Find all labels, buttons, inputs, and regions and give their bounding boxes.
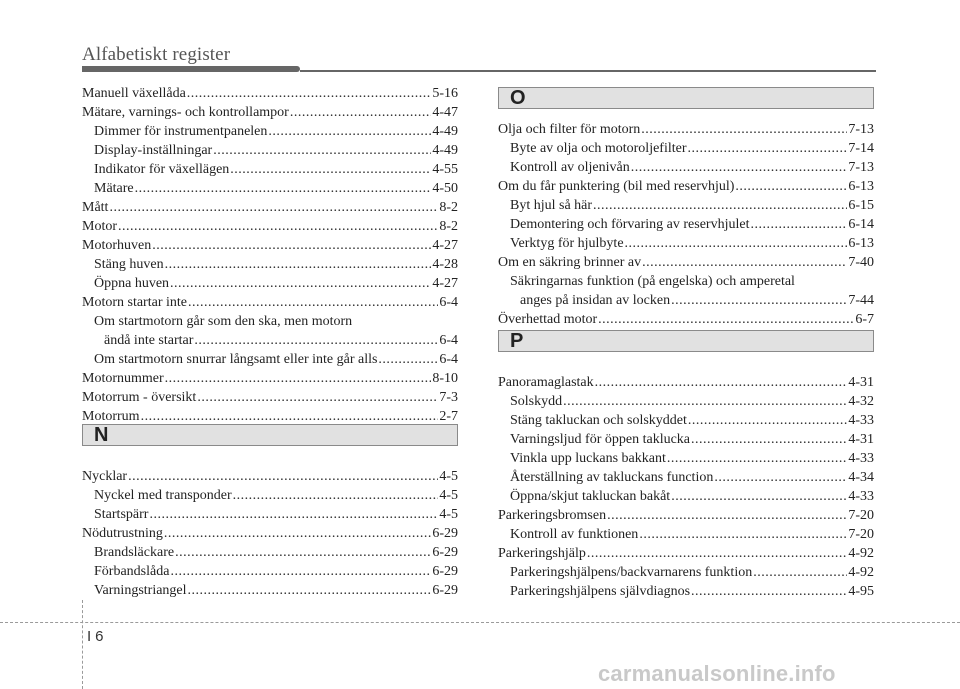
section-header-p xyxy=(498,330,874,352)
index-entry-label: Solskydd xyxy=(510,394,563,409)
index-entry-label: anges på insidan av locken xyxy=(520,293,671,308)
index-entry-page: 4-31 xyxy=(848,375,874,390)
index-entry xyxy=(498,468,874,487)
index-entry-label: Öppna huven xyxy=(94,276,170,291)
index-entry-label: Parkeringsbromsen xyxy=(498,508,607,523)
dot-leader xyxy=(631,158,848,177)
index-entry-page: 6-7 xyxy=(855,312,874,327)
index-entry-page: 6-13 xyxy=(848,179,874,194)
index-entry-label: ändå inte startar xyxy=(104,333,194,348)
index-entry-page: 7-13 xyxy=(848,122,874,137)
index-entry-label: Mått xyxy=(82,200,109,215)
index-entry xyxy=(498,253,874,272)
section-letter: O xyxy=(510,87,526,109)
index-entry xyxy=(498,506,874,525)
index-entry-label: Säkringarnas funktion (på engelska) och amperetal xyxy=(510,274,795,289)
index-entry-label: Nödutrustning xyxy=(82,526,163,541)
index-entry xyxy=(82,524,458,543)
index-entry-label: Överhettad motor xyxy=(498,312,598,327)
index-entry-page: 6-29 xyxy=(432,564,458,579)
index-entry-label: Display-inställningar xyxy=(94,143,213,158)
dot-leader xyxy=(165,369,432,388)
index-entry-page: 8-2 xyxy=(439,219,458,234)
index-entry-page: 7-40 xyxy=(848,255,874,270)
index-entry-page: 4-55 xyxy=(432,162,458,177)
index-entry-page: 4-31 xyxy=(848,432,874,447)
index-entry-label: Dimmer för instrumentpanelen xyxy=(94,124,268,139)
dot-leader xyxy=(642,253,847,272)
index-entry-page: 8-2 xyxy=(439,200,458,215)
dot-leader xyxy=(165,255,432,274)
index-entry-page: 7-3 xyxy=(439,390,458,405)
index-entry xyxy=(498,449,874,468)
dot-leader xyxy=(691,582,847,601)
dot-leader xyxy=(152,236,431,255)
footer-divider xyxy=(82,600,83,689)
dot-leader xyxy=(639,525,847,544)
index-entry-label: Mätare, varnings- och kontrollampor xyxy=(82,105,289,120)
index-entry xyxy=(82,486,458,505)
index-entry-label: Stäng huven xyxy=(94,257,164,272)
index-entry-page: 6-15 xyxy=(848,198,874,213)
index-entry-label: Förbandslåda xyxy=(94,564,170,579)
dot-leader xyxy=(149,505,438,524)
index-entry-page: 4-47 xyxy=(432,105,458,120)
index-entry-label: Stäng takluckan och solskyddet xyxy=(510,413,687,428)
index-entry-page: 4-27 xyxy=(432,276,458,291)
dot-leader xyxy=(688,411,847,430)
index-entry-page: 6-4 xyxy=(439,352,458,367)
index-entry-label: Öppna/skjut takluckan bakåt xyxy=(510,489,671,504)
index-entry-page: 4-28 xyxy=(432,257,458,272)
index-entry xyxy=(498,120,874,139)
index-entry xyxy=(82,369,458,388)
dot-leader xyxy=(667,449,847,468)
index-entry-label: Återställning av takluckans function xyxy=(510,470,714,485)
page-title: Alfabetiskt register xyxy=(82,44,231,65)
index-entry-label: Motorn startar inte xyxy=(82,295,187,310)
index-entry-page: 6-29 xyxy=(432,545,458,560)
index-entry xyxy=(82,255,458,274)
index-entry xyxy=(82,388,458,407)
index-entry xyxy=(498,139,874,158)
section-header-n xyxy=(82,424,458,446)
index-entry-page: 7-14 xyxy=(848,141,874,156)
dot-leader xyxy=(230,160,431,179)
dot-leader xyxy=(128,467,438,486)
index-entry-label: Motorrum xyxy=(82,409,140,424)
dot-leader xyxy=(188,581,432,600)
watermark: carmanualsonline.info xyxy=(598,661,836,686)
dot-leader xyxy=(691,430,847,449)
index-entry-label: Om en säkring brinner av xyxy=(498,255,642,270)
dot-leader xyxy=(175,543,431,562)
index-entry xyxy=(82,331,458,350)
index-entry-label: Kontroll av oljenivån xyxy=(510,160,630,175)
index-entry xyxy=(82,581,458,600)
index-entry-label: Nycklar xyxy=(82,469,128,484)
index-entry-page: 4-32 xyxy=(848,394,874,409)
index-entry-label: Parkeringshjälp xyxy=(498,546,586,561)
index-entry-label: Kontroll av funktionen xyxy=(510,527,639,542)
index-entry-label: Panoramaglastak xyxy=(498,375,594,390)
index-entry xyxy=(82,84,458,103)
index-entry-page: 5-16 xyxy=(432,86,458,101)
dot-leader xyxy=(378,350,438,369)
index-entry-label: Nyckel med transponder xyxy=(94,488,232,503)
index-entry-label: Byt hjul så här xyxy=(510,198,593,213)
index-entry xyxy=(82,217,458,236)
index-entry-label: Vinkla upp luckans bakkant xyxy=(510,451,666,466)
index-entry-label: Varningstriangel xyxy=(94,583,187,598)
dot-leader xyxy=(641,120,847,139)
index-entry-page: 4-33 xyxy=(848,489,874,504)
section-letter: P xyxy=(510,330,524,352)
index-entry-label: Demontering och förvaring av reservhjulet xyxy=(510,217,750,232)
index-entry-page: 8-10 xyxy=(432,371,458,386)
index-entry xyxy=(498,158,874,177)
index-entry-page: 6-13 xyxy=(848,236,874,251)
index-entry-page: 4-49 xyxy=(432,124,458,139)
index-entry-label: Olja och filter för motorn xyxy=(498,122,641,137)
index-entry xyxy=(498,272,874,291)
index-entry-label: Indikator för växellägen xyxy=(94,162,230,177)
index-entry xyxy=(498,215,874,234)
dot-leader xyxy=(290,103,432,122)
index-block-p xyxy=(498,373,874,601)
index-entry-page: 6-29 xyxy=(432,526,458,541)
index-entry-page: 4-92 xyxy=(848,565,874,580)
dot-leader xyxy=(735,177,847,196)
index-entry xyxy=(498,234,874,253)
index-entry xyxy=(82,467,458,486)
dot-leader xyxy=(109,198,438,217)
dot-leader xyxy=(750,215,847,234)
section-header-o xyxy=(498,87,874,109)
footer-rule xyxy=(0,622,960,623)
index-entry-label: Verktyg för hjulbyte xyxy=(510,236,624,251)
dot-leader xyxy=(118,217,438,236)
index-entry xyxy=(82,141,458,160)
page-number xyxy=(87,628,104,645)
index-entry-page: 6-29 xyxy=(432,583,458,598)
index-entry-label: Om startmotorn snurrar långsamt eller inte går alls xyxy=(94,352,378,367)
index-entry-label: Om du får punktering (bil med reservhjul) xyxy=(498,179,735,194)
index-entry-label: Varningsljud för öppen taklucka xyxy=(510,432,691,447)
dot-leader xyxy=(607,506,847,525)
index-entry-label: Motorrum - översikt xyxy=(82,390,197,405)
dot-leader xyxy=(671,487,847,506)
index-block-o xyxy=(498,120,874,329)
index-entry xyxy=(82,562,458,581)
index-column-left-n xyxy=(82,467,458,600)
index-entry-page: 4-5 xyxy=(439,469,458,484)
index-entry xyxy=(498,563,874,582)
index-entry xyxy=(498,392,874,411)
index-entry xyxy=(498,177,874,196)
index-column-right-o xyxy=(498,120,874,329)
index-entry-page: 6-4 xyxy=(439,333,458,348)
dot-leader xyxy=(170,562,431,581)
dot-leader xyxy=(563,392,847,411)
dot-leader xyxy=(625,234,848,253)
index-entry-label: Brandsläckare xyxy=(94,545,175,560)
index-entry-page: 6-4 xyxy=(439,295,458,310)
dot-leader xyxy=(688,139,848,158)
index-entry xyxy=(498,582,874,601)
index-entry-page: 4-27 xyxy=(432,238,458,253)
index-entry-page: 7-20 xyxy=(848,508,874,523)
chapter-label: I xyxy=(87,628,92,645)
index-entry-label: Parkeringshjälpens/backvarnarens funktion xyxy=(510,565,753,580)
index-entry xyxy=(498,291,874,310)
index-entry-page: 4-49 xyxy=(432,143,458,158)
index-entry-page: 4-95 xyxy=(848,584,874,599)
page-label: 6 xyxy=(95,628,104,645)
index-entry xyxy=(82,274,458,293)
index-entry-page: 4-5 xyxy=(439,507,458,522)
index-entry xyxy=(82,179,458,198)
index-entry-label: Manuell växellåda xyxy=(82,86,186,101)
index-entry-page: 6-14 xyxy=(848,217,874,232)
index-entry-label: Mätare xyxy=(94,181,134,196)
index-entry xyxy=(82,543,458,562)
dot-leader xyxy=(598,310,854,329)
index-entry xyxy=(82,312,458,331)
index-entry-page: 4-50 xyxy=(432,181,458,196)
index-entry-label: Motorhuven xyxy=(82,238,152,253)
dot-leader xyxy=(268,122,431,141)
dot-leader xyxy=(213,141,431,160)
dot-leader xyxy=(170,274,431,293)
index-entry xyxy=(498,544,874,563)
section-letter: N xyxy=(94,424,109,446)
index-entry-label: Parkeringshjälpens självdiagnos xyxy=(510,584,691,599)
index-entry-label: Startspärr xyxy=(94,507,149,522)
index-entry xyxy=(82,198,458,217)
index-entry xyxy=(498,430,874,449)
index-entry xyxy=(82,103,458,122)
index-entry-label: Motornummer xyxy=(82,371,164,386)
dot-leader xyxy=(593,196,847,215)
index-entry xyxy=(82,236,458,255)
index-entry xyxy=(82,293,458,312)
index-entry xyxy=(498,525,874,544)
dot-leader xyxy=(753,563,847,582)
index-entry-page: 7-44 xyxy=(848,293,874,308)
index-entry xyxy=(498,373,874,392)
index-entry-page: 4-5 xyxy=(439,488,458,503)
index-block-m xyxy=(82,84,458,426)
index-entry xyxy=(82,505,458,524)
index-entry-page: 4-33 xyxy=(848,451,874,466)
dot-leader xyxy=(164,524,431,543)
index-entry-page: 7-20 xyxy=(848,527,874,542)
index-entry-page: 7-13 xyxy=(848,160,874,175)
dot-leader xyxy=(233,486,439,505)
index-entry-page: 2-7 xyxy=(439,409,458,424)
dot-leader xyxy=(187,84,432,103)
dot-leader xyxy=(671,291,847,310)
index-entry xyxy=(498,411,874,430)
dot-leader xyxy=(135,179,432,198)
dot-leader xyxy=(194,331,438,350)
header-rule xyxy=(300,70,876,72)
index-entry-page: 4-92 xyxy=(848,546,874,561)
index-block-n xyxy=(82,467,458,600)
index-entry xyxy=(498,487,874,506)
dot-leader xyxy=(188,293,438,312)
index-entry-page: 4-34 xyxy=(848,470,874,485)
dot-leader xyxy=(587,544,847,563)
index-entry xyxy=(498,310,874,329)
index-entry xyxy=(82,350,458,369)
dot-leader xyxy=(714,468,847,487)
header-accent-bar xyxy=(82,66,300,72)
index-entry-label: Om startmotorn går som den ska, men motorn xyxy=(94,314,353,329)
index-entry xyxy=(498,196,874,215)
index-entry-label: Byte av olja och motoroljefilter xyxy=(510,141,687,156)
index-entry xyxy=(82,160,458,179)
index-column-right-p xyxy=(498,373,874,601)
index-entry xyxy=(82,122,458,141)
index-entry-page: 4-33 xyxy=(848,413,874,428)
index-column-left xyxy=(82,84,458,426)
dot-leader xyxy=(595,373,848,392)
index-entry-label: Motor xyxy=(82,219,117,234)
dot-leader xyxy=(197,388,438,407)
